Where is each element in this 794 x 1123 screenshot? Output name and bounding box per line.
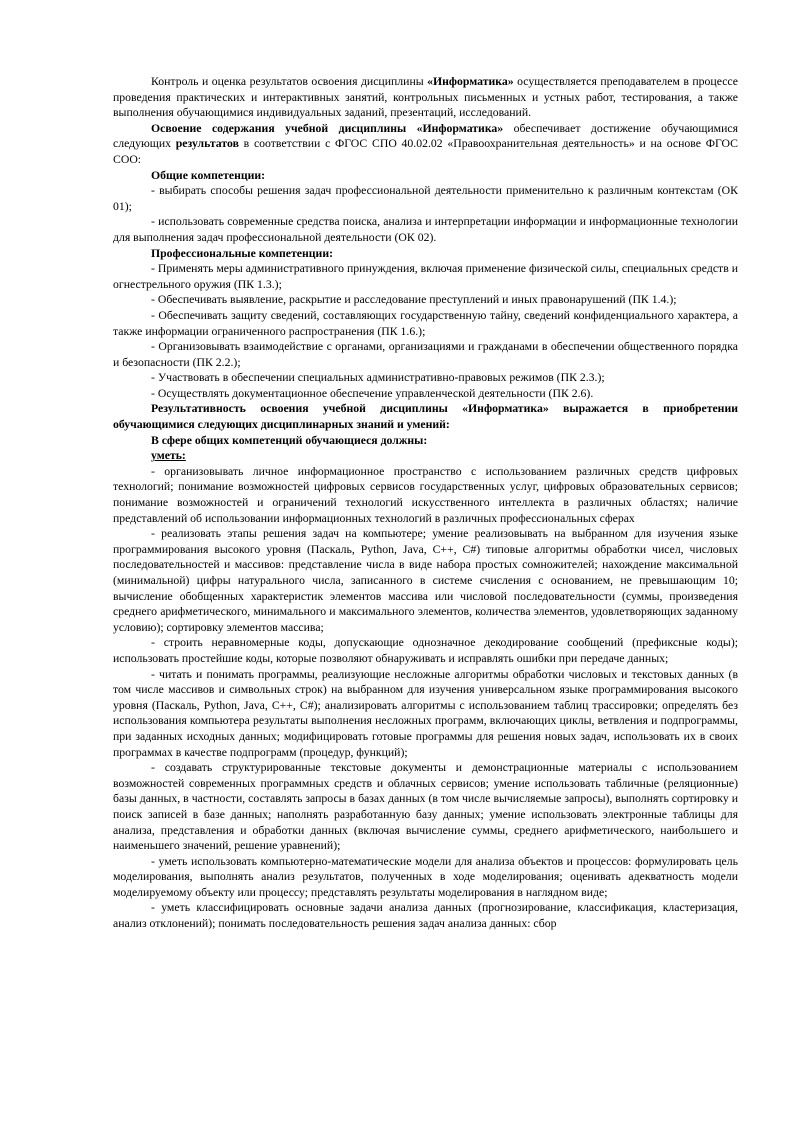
skill-item: - реализовать этапы решения задач на компьютере; умение реализовывать на выбранном для изучения языке программирования высокого уровня (Паскаль, Python, Java, C++, C#) типовые алгоритмы обработки чисел, числовых последовательностей и массивов: представление числа в виде набора простых сомножителей; нахождение максимальной (минимальной) цифры натурального числа, записанного в системе счисления с основанием, не превышающим 10; вычисление обобщенных характеристик элементов массива или числовой последовательности (суммы, произведения среднего арифметического, минимального и максимального элементов, количества элементов, удовлетворяющих заданному условию); сортировку элементов массива; [113,527,738,634]
professional-competency-item: - Участвовать в обеспечении специальных административно-правовых режимов (ПК 2.3.); [151,371,605,385]
skill-item: - строить неравномерные коды, допускающие однозначное декодирование сообщений (префиксные коды); использовать простейшие коды, которые позволяют обнаруживать и исправлять ошибки при передаче данных; [113,636,738,665]
professional-competency-item: - Организовывать взаимодействие с органами, организациями и гражданами в обеспечении общественного порядка и безопасности (ПК 2.2.); [113,340,738,369]
skill-item: - уметь использовать компьютерно-математические модели для анализа объектов и процессов: формулировать цель моделирования, выполнять анализ результатов, полученных в ходе моделирования; оценивать адекватность модели моделируемому объекту или процессу; представлять результаты моделирования в наглядном виде; [113,854,738,899]
general-competency-item: - выбирать способы решения задач профессиональной деятельности применительно к различным контекстам (ОК 01); [113,184,738,213]
professional-competency-item: - Обеспечивать защиту сведений, составляющих государственную тайну, сведений конфиденциального характера, а также информации ограниченного распространения (ПК 1.6.); [113,308,738,338]
intro-paragraph [113,74,738,121]
skill-item: - читать и понимать программы, реализующие несложные алгоритмы обработки числовых и текстовых данных (в том числе массивов и символьных строк) на выбранном для изучения универсальном языке программирования высокого уровня (Паскаль, Python, Java, C++, C#); анализировать алгоритмы с использованием таблиц трассировки; определять без использования компьютера результаты выполнения несложных программ, включающих циклы, ветвления и подпрограммы, при заданных исходных данных; модифицировать готовые программы для решения новых задач, использовать их в своих программах в качестве подпрограмм (процедур, функций); [113,667,738,759]
mastery-bold-2: результатов [175,137,239,151]
mastery-paragraph [113,121,738,168]
professional-competency-item: - Обеспечивать выявление, раскрытие и расследование преступлений и иных правонарушений (ПК 1.4.); [151,293,677,307]
professional-competency-item: - Применять меры административного принуждения, включая применение физической силы, специальных средств и огнестрельного оружия (ПК 1.3.); [113,262,738,291]
skill-item: - уметь классифицировать основные задачи анализа данных (прогнозирование, классификация, кластеризация, анализ отклонений); понимать последовательность решения задач анализа данных: сбор [113,901,738,931]
professional-competencies-heading: Профессиональные компетенции: [151,246,333,260]
skill-item: - создавать структурированные текстовые документы и демонстрационные материалы с использованием возможностей современных программных средств и облачных сервисов; умение использовать табличные (реляционные) базы данных, в частности, составлять запросы в базах данных (в том числе вычисляемые запросы), выполнять сортировку и поиск записей в базе данных; наполнять разработанную базу данных; умение использовать электронные таблицы для анализа, представления и обработки данных (включая вычисление суммы, среднего арифметического, наибольшего и наименьшего значений, решение уравнений); [113,761,738,853]
intro-text-2: осуществляется преподавателем в процессе проведения практических и интерактивных занятий, контрольных письменных и устных работ, тестирования, а также выполнения обучающимися индивидуальных заданий, презентаций, исследований. [113,75,738,120]
intro-text-1: Контроль и оценка результатов освоения дисциплины [151,75,428,88]
results-heading: Результативность освоения учебной дисциплины «Информатика» выражается в приобретении обучающимися следующих дисциплинарных знаний и умений: [113,402,738,432]
professional-competency-item: - Осуществлять документационное обеспечение управленческой деятельности (ПК 2.6). [151,386,594,400]
mastery-text-1: обеспечивает достижение обучающимися следующих [113,121,739,151]
intro-discipline-name: «Информатика» [427,75,514,88]
mastery-bold-1: Освоение содержания учебной дисциплины «Информатика» [151,121,504,135]
results-subheading: В сфере общих компетенций обучающиеся должны: [151,433,428,447]
document-page [113,74,738,932]
skills-label: уметь: [151,449,186,463]
mastery-text-2: в соответствии с ФГОС СПО 40.02.02 «Правоохранительная деятельность» и на основе ФГОС СОО: [113,137,738,166]
skill-item: - организовывать личное информационное пространство с использованием различных средств цифровых технологий; понимание возможностей цифровых сервисов государственных услуг, цифровых образовательных сервисов; понимание возможностей и ограничений технологий искусственного интеллекта в различных областях; наличие представлений об использовании информационных технологий в различных профессиональных сферах [113,464,738,525]
general-competency-item: - использовать современные средства поиска, анализа и интерпретации информации и информационные технологии для выполнения задач профессиональной деятельности (ОК 02). [113,215,738,244]
general-competencies-heading: Общие компетенции: [151,168,266,182]
skills-label-line [113,448,738,464]
